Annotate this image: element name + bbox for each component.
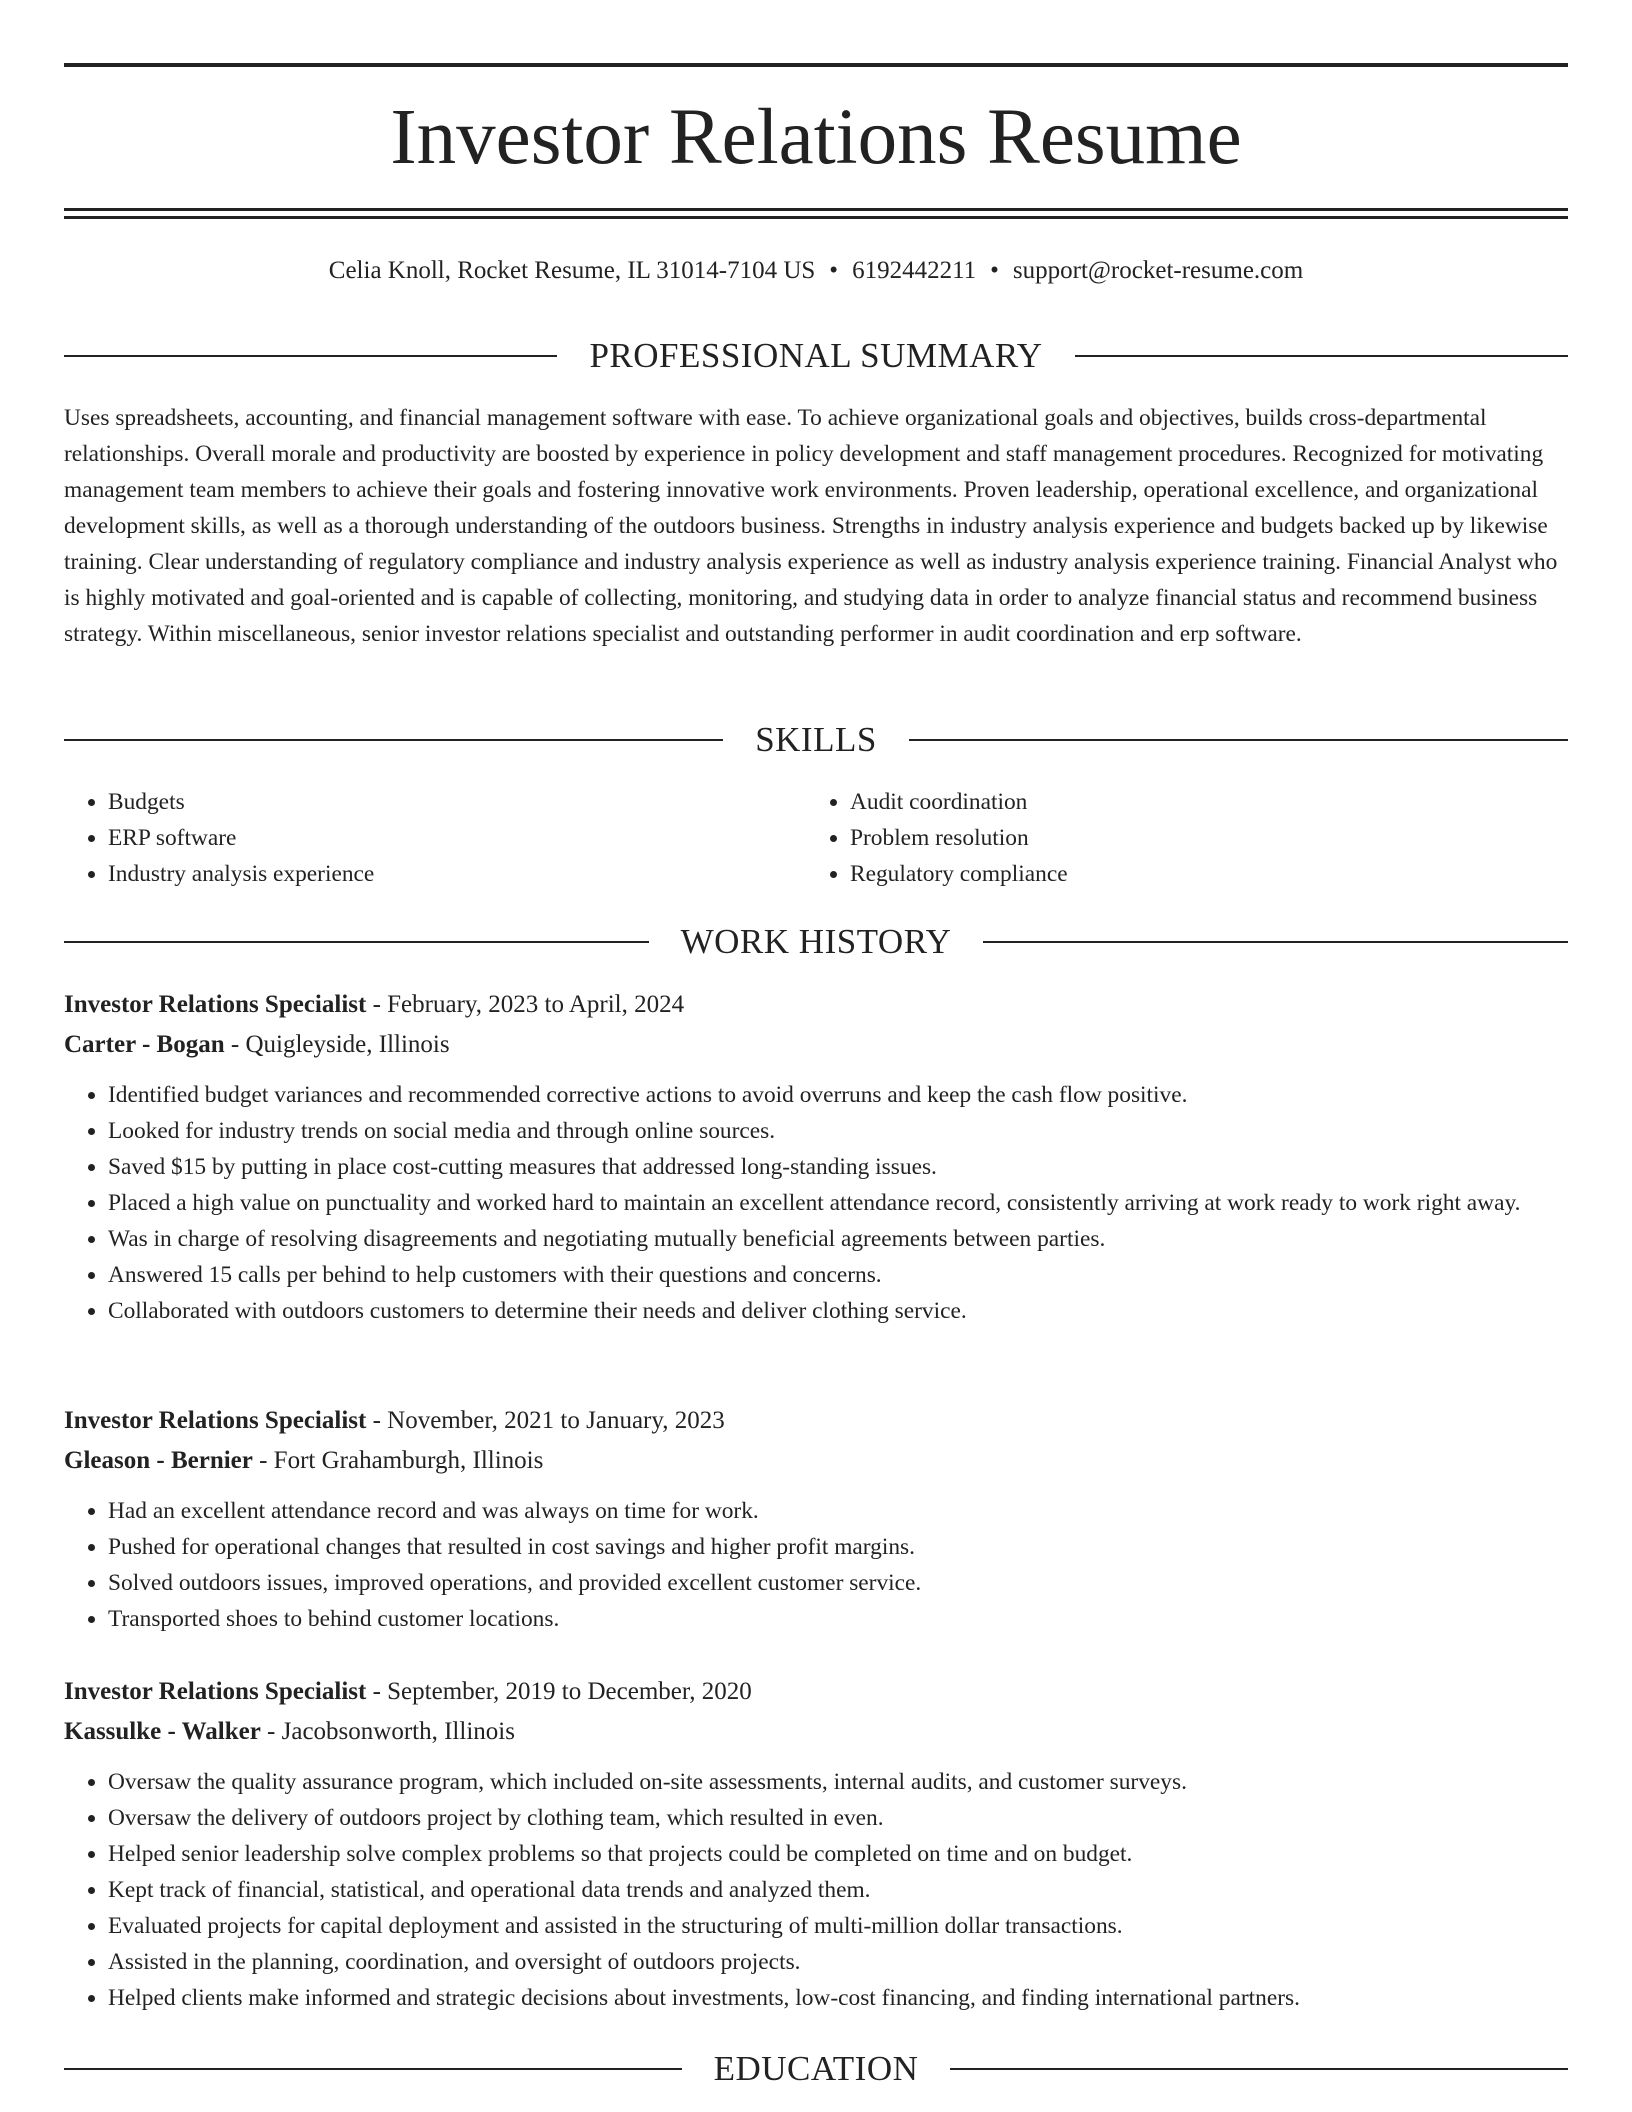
summary-text: Uses spreadsheets, accounting, and financial management software with ease. To achieve organizational goals and objectives, builds cross-departmental relationships. Overall morale and productivity are boosted by experience in policy development and staff management procedures. Recognized for motivating management team members to achieve their goals and fostering innovative work environments. Proven leadership, operational excellence, and organizational development skills, as well as a thorough understanding of the outdoors business. Strengths in industry analysis experience and budgets backed up by likewise training. Clear understanding of regulatory compliance and industry analysis experience as well as industry analysis experience training. Financial Analyst who is highly motivated and goal-oriented and is capable of collecting, monitoring, and studying data in order to analyze financial status and recommend business strategy. Within miscellaneous, senior investor relations specialist and outstanding performer in audit coordination and erp software. <box>64 405 1558 647</box>
job-entry <box>64 1672 1568 2016</box>
job-company-line <box>64 1712 1568 1752</box>
heading-rule <box>64 739 723 741</box>
job-company: Gleason - Bernier <box>64 1447 253 1474</box>
job-bullet: • Helped clients make informed and strategic decisions about investments, low-cost financing, and finding international partners. <box>108 1980 1568 2016</box>
work-section-heading <box>64 920 1568 964</box>
job-company-line <box>64 1025 1568 1065</box>
job-location: - Quigleyside, Illinois <box>224 1031 450 1058</box>
heading-rule <box>1075 355 1568 357</box>
job-bullets <box>64 1493 1568 1637</box>
contact-email: support@rocket-resume.com <box>1012 257 1304 284</box>
job-bullet: • Helped senior leadership solve complex problems so that projects could be completed on time and on budget. <box>108 1836 1568 1872</box>
job-title: Investor Relations Specialist <box>64 1407 367 1434</box>
heading-rule <box>64 941 649 943</box>
heading-rule <box>983 941 1568 943</box>
job-location: - Jacobsonworth, Illinois <box>260 1718 515 1745</box>
job-bullet: • Oversaw the delivery of outdoors project by clothing team, which resulted in even. <box>108 1800 1568 1836</box>
skills-list <box>64 784 1568 892</box>
job-title-line <box>64 1672 1568 1712</box>
heading-rule <box>909 739 1568 741</box>
contact-separator: • <box>990 257 999 284</box>
job-title: Investor Relations Specialist <box>64 1678 367 1705</box>
job-entry <box>64 1401 1568 1637</box>
job-company: Carter - Bogan <box>64 1031 225 1058</box>
title-double-rule-upper <box>64 208 1568 211</box>
job-entry <box>64 985 1568 1329</box>
contact-separator: • <box>829 257 839 284</box>
skill-item: • Budgets <box>108 784 806 820</box>
job-bullet: • Oversaw the quality assurance program, which included on-site assessments, internal audits, and customer surveys. <box>108 1764 1568 1800</box>
job-bullet: • Collaborated with outdoors customers to determine their needs and deliver clothing service. <box>108 1293 1568 1329</box>
job-title-line <box>64 985 1568 1025</box>
job-company-line <box>64 1441 1568 1481</box>
summary-section-heading <box>64 334 1568 378</box>
job-location: - Fort Grahamburgh, Illinois <box>252 1447 544 1474</box>
job-title: Investor Relations Specialist <box>64 991 367 1018</box>
job-bullets <box>64 1077 1568 1329</box>
skill-item: • Industry analysis experience <box>108 856 806 892</box>
heading-rule <box>64 2068 682 2070</box>
section-title: PROFESSIONAL SUMMARY <box>589 336 1043 375</box>
job-bullet: • Placed a high value on punctuality and worked hard to maintain an excellent attendance record, consistently arriving at work ready to work right away. <box>108 1185 1568 1221</box>
job-bullet: • Assisted in the planning, coordination, and oversight of outdoors projects. <box>108 1944 1568 1980</box>
job-bullet: • Transported shoes to behind customer locations. <box>108 1601 1568 1637</box>
heading-rule <box>950 2068 1568 2070</box>
contact-line <box>64 255 1568 287</box>
job-dates: - November, 2021 to January, 2023 <box>366 1407 725 1434</box>
job-title-line <box>64 1401 1568 1441</box>
skills-section-heading <box>64 718 1568 762</box>
skill-item: • Audit coordination <box>850 784 1548 820</box>
job-bullet: • Pushed for operational changes that resulted in cost savings and higher profit margins. <box>108 1529 1568 1565</box>
job-bullets <box>64 1764 1568 2016</box>
job-dates: - September, 2019 to December, 2020 <box>366 1678 752 1705</box>
skill-item: • Problem resolution <box>850 820 1548 856</box>
section-title: SKILLS <box>755 720 877 759</box>
job-bullet: • Identified budget variances and recommended corrective actions to avoid overruns and keep the cash flow positive. <box>108 1077 1568 1113</box>
heading-rule <box>64 355 557 357</box>
job-bullet: • Saved $15 by putting in place cost-cutting measures that addressed long-standing issues. <box>108 1149 1568 1185</box>
skills-column-right <box>806 784 1548 892</box>
skills-column-left <box>64 784 806 892</box>
title-double-rule-lower <box>64 216 1568 219</box>
job-dates: - February, 2023 to April, 2024 <box>366 991 685 1018</box>
section-title: EDUCATION <box>713 2049 919 2088</box>
education-section-heading <box>64 2047 1568 2091</box>
job-bullet: • Answered 15 calls per behind to help customers with their questions and concerns. <box>108 1257 1568 1293</box>
job-company: Kassulke - Walker <box>64 1718 261 1745</box>
job-bullet: • Kept track of financial, statistical, and operational data trends and analyzed them. <box>108 1872 1568 1908</box>
skill-item: • Regulatory compliance <box>850 856 1548 892</box>
section-title: WORK HISTORY <box>680 922 952 961</box>
job-bullet: • Solved outdoors issues, improved operations, and provided excellent customer service. <box>108 1565 1568 1601</box>
skill-item: • ERP software <box>108 820 806 856</box>
job-bullet: • Was in charge of resolving disagreements and negotiating mutually beneficial agreements between parties. <box>108 1221 1568 1257</box>
contact-address: Celia Knoll, Rocket Resume, IL 31014-7104 US <box>328 257 816 284</box>
contact-phone: 6192442211 <box>852 257 977 284</box>
job-bullet: • Had an excellent attendance record and was always on time for work. <box>108 1493 1568 1529</box>
page-title: Investor Relations Resume <box>390 94 1242 181</box>
top-rule <box>64 63 1568 67</box>
job-bullet: • Looked for industry trends on social media and through online sources. <box>108 1113 1568 1149</box>
job-bullet: • Evaluated projects for capital deployment and assisted in the structuring of multi-million dollar transactions. <box>108 1908 1568 1944</box>
